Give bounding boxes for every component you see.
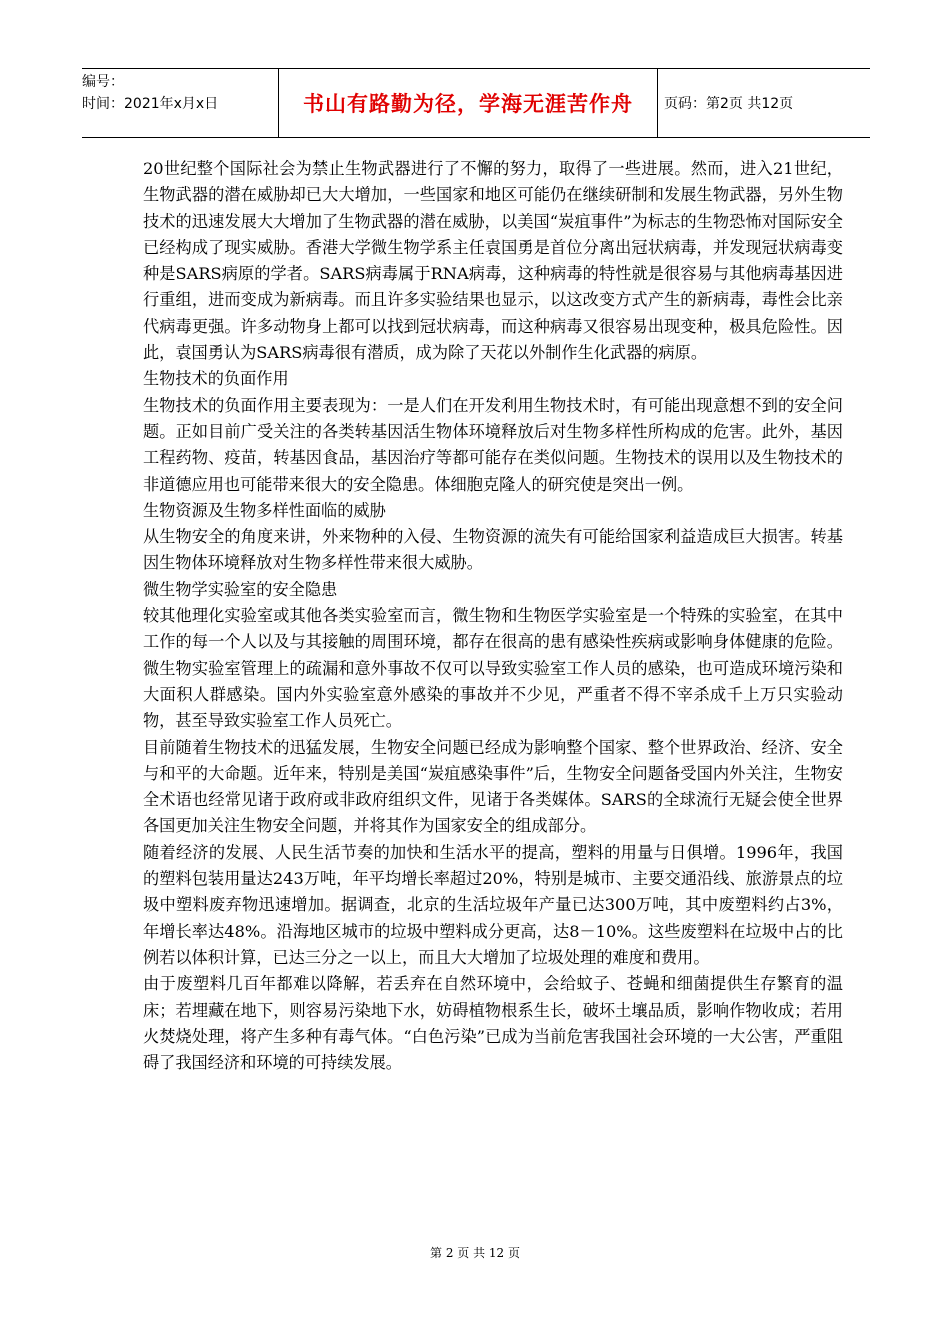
page-footer: 第 2 页 共 12 页 (430, 1246, 520, 1260)
header-meta (82, 69, 278, 137)
section-heading: 生物技术的负面作用 (143, 369, 289, 389)
body-paragraph: 生物技术的负面作用主要表现为：一是人们在开发利用生物技术时，有可能出现意想不到的安全问题。正如目前广受关注的各类转基因活生物体环境释放后对生物多样性所构成的危害。此外，基因工程药物、疫苗，转基因食品，基因治疗等都可能存在类似问题。生物技术的误用以及生物技术的非道德应用也可能带来很大的安全隐患。体细胞克隆人的研究使是突出一例。 (143, 395, 843, 494)
header-motto: 书山有路勤为径，学海无涯苦作舟 (278, 69, 658, 137)
document-date: 时间：2021年x月x日 (82, 96, 219, 112)
body-paragraph: 20世纪整个国际社会为禁止生物武器进行了不懈的努力，取得了一些进展。然而，进入21世纪，生物武器的潜在威胁却已大大增加，一些国家和地区可能仍在继续研制和发展生物武器，另外生物技术的迅速发展大大增加了生物武器的潜在威胁，以美国“炭疽事件”为标志的生物恐怖对国际安全已经构成了现实威胁。香港大学微生物学系主任袁国勇是首位分离出冠状病毒，并发现冠状病毒变种是SARS病原的学者。SARS病毒属于RNA病毒，这种病毒的特性就是很容易与其他病毒基因进行重组，进而变成为新病毒。而且许多实验结果也显示，以这改变方式产生的新病毒，毒性会比亲代病毒更强。许多动物身上都可以找到冠状病毒，而这种病毒又很容易出现变种，极具危险性。因此，袁国勇认为SARS病毒很有潜质，成为除了天花以外制作生化武器的病原。 (143, 159, 843, 363)
body-paragraph: 较其他理化实验室或其他各类实验室而言，微生物和生物医学实验室是一个特殊的实验室，在其中工作的每一个人以及与其接触的周围环境，都存在很高的患有感染性疾病或影响身体健康的危险。微生物实验室管理上的疏漏和意外事故不仅可以导致实验室工作人员的感染，也可造成环境污染和大面积人群感染。国内外实验室意外感染的事故并不少见，严重者不得不宰杀成千上万只实验动物，甚至导致实验室工作人员死亡。 (143, 606, 843, 731)
page-header (82, 68, 870, 138)
header-page-info: 页码：第2页 共12页 (664, 96, 794, 112)
document-body (143, 156, 843, 1076)
section-heading: 生物资源及生物多样性面临的威胁 (143, 500, 386, 520)
body-paragraph: 从生物安全的角度来讲，外来物种的入侵、生物资源的流失有可能给国家利益造成巨大损害。转基因生物体环境释放对生物多样性带来很大威胁。 (143, 527, 843, 573)
section-heading: 微生物学实验室的安全隐患 (143, 579, 338, 599)
document-number-label: 编号： (82, 74, 124, 90)
body-paragraph: 由于废塑料几百年都难以降解，若丢弃在自然环境中，会给蚊子、苍蝇和细菌提供生存繁育的温床；若埋藏在地下，则容易污染地下水，妨碍植物根系生长，破坏土壤品质，影响作物收成；若用火焚烧处理，将产生多种有毒气体。“白色污染”已成为当前危害我国社会环境的一大公害，严重阻碍了我国经济和环境的可持续发展。 (143, 974, 843, 1073)
body-paragraph: 随着经济的发展、人民生活节奏的加快和生活水平的提高，塑料的用量与日俱增。1996年，我国的塑料包装用量达243万吨，年平均增长率超过20%，特别是城市、主要交通沿线、旅游景点的垃圾中塑料废弃物迅速增加。据调查，北京的生活垃圾年产量已达300万吨，其中废塑料约占3%，年增长率达48%。沿海地区城市的垃圾中塑料成分更高，达8－10%。这些废塑料在垃圾中占的比例若以体积计算，已达三分之一以上，而且大大增加了垃圾处理的难度和费用。 (143, 842, 843, 967)
body-paragraph: 目前随着生物技术的迅猛发展，生物安全问题已经成为影响整个国家、整个世界政治、经济、安全与和平的大命题。近年来，特别是美国“炭疽感染事件”后，生物安全问题备受国内外关注，生物安全术语也经常见诸于政府或非政府组织文件，见诸于各类媒体。SARS的全球流行无疑会使全世界各国更加关注生物安全问题，并将其作为国家安全的组成部分。 (143, 737, 843, 836)
